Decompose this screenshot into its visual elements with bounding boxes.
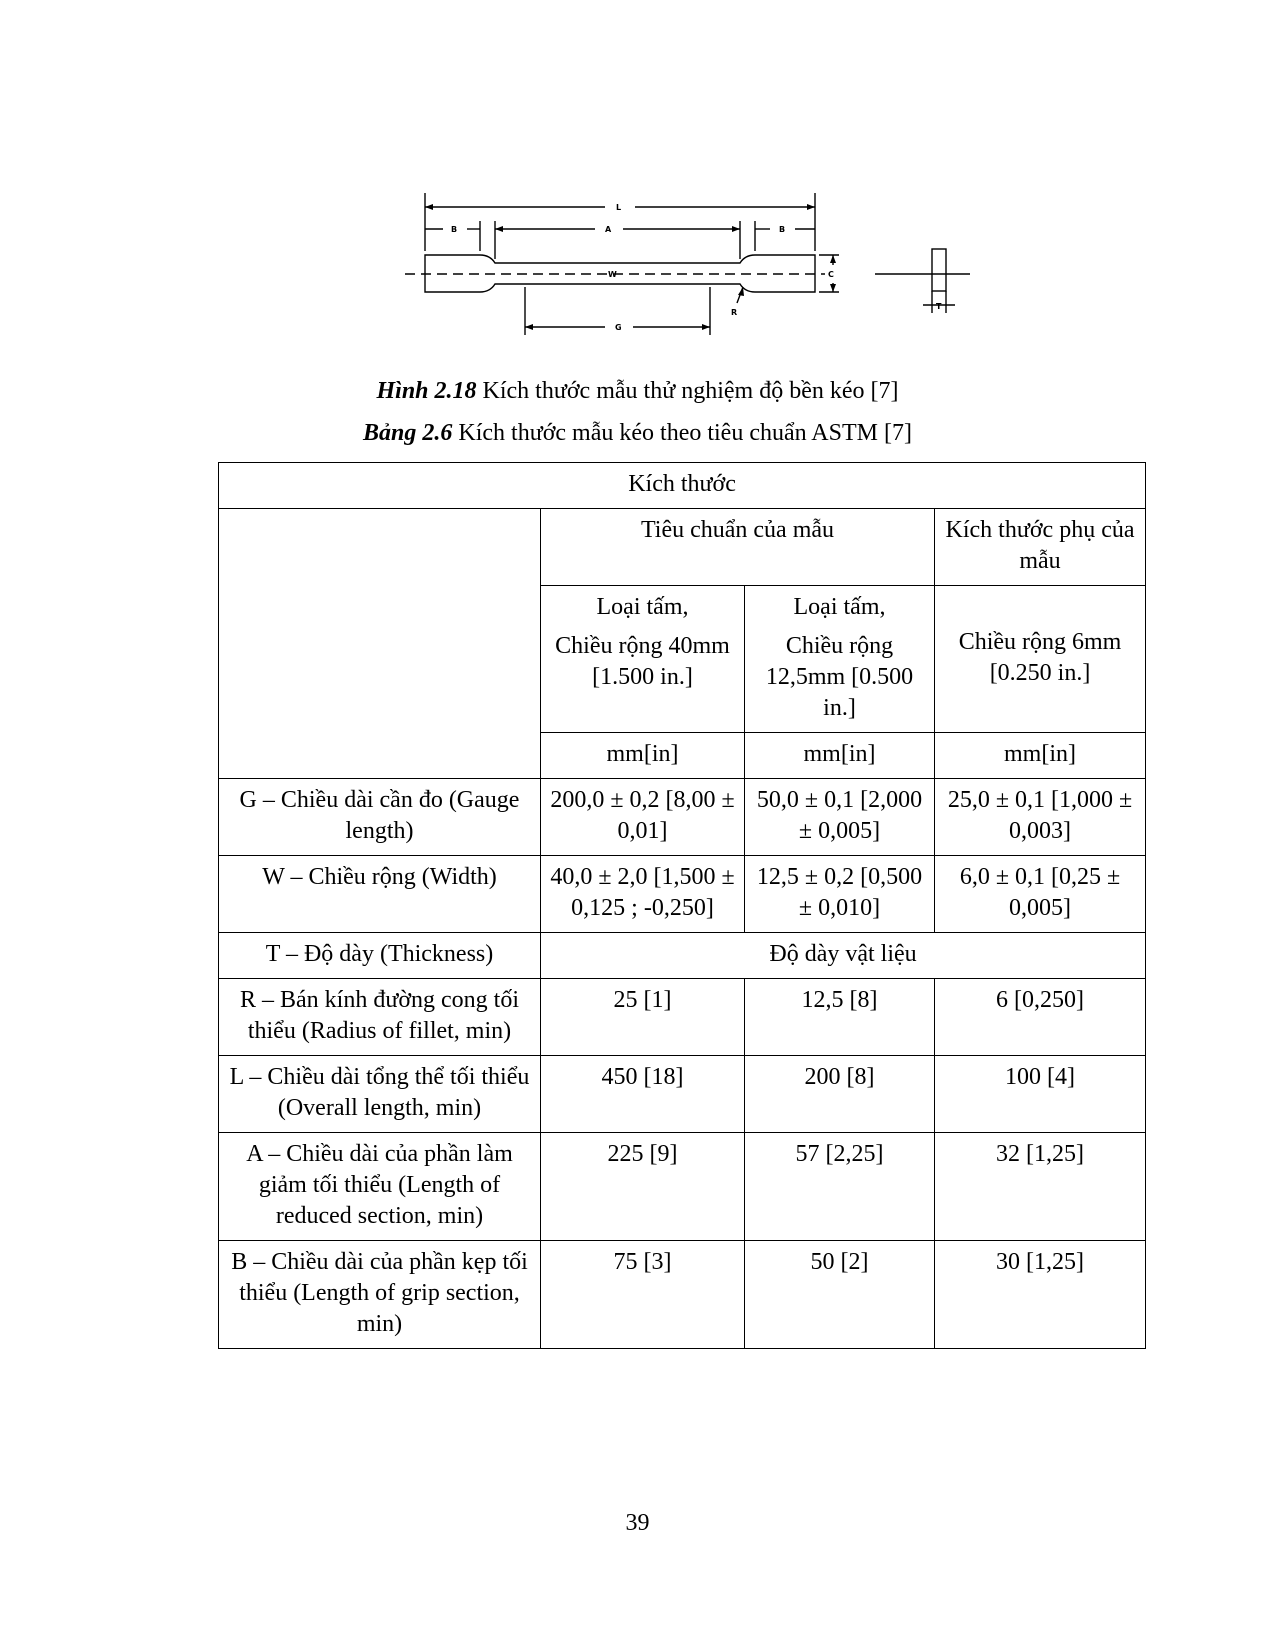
label-W: W — [608, 270, 617, 279]
table-row — [219, 1056, 1146, 1133]
figure-caption-label: Hình 2.18 — [376, 378, 477, 404]
row-label: R – Bán kính đường cong tối thiểu (Radius of fillet, min) — [219, 979, 541, 1056]
row-value: 25,0 ± 0,1 [1,000 ± 0,003] — [935, 779, 1146, 856]
row-value: 75 [3] — [541, 1241, 745, 1349]
row-value: 200,0 ± 0,2 [8,00 ± 0,01] — [541, 779, 745, 856]
label-R: R — [731, 308, 738, 317]
row-value: 200 [8] — [745, 1056, 935, 1133]
table-row — [219, 933, 1146, 979]
header-col1-line2: Chiều rộng 40mm [1.500 in.] — [555, 633, 730, 690]
row-value: 100 [4] — [935, 1056, 1146, 1133]
table-row — [219, 979, 1146, 1056]
row-label: G – Chiều dài cần đo (Gauge length) — [219, 779, 541, 856]
table-caption-label: Bảng 2.6 — [363, 420, 453, 446]
header-col2-line2: Chiều rộng 12,5mm [0.500 in.] — [765, 633, 914, 721]
row-value: 12,5 [8] — [745, 979, 935, 1056]
astm-dimensions-table — [218, 462, 1146, 1349]
header-col2 — [745, 586, 935, 733]
row-value: 40,0 ± 2,0 [1,500 ± 0,125 ; -0,250] — [541, 856, 745, 933]
figure-caption-text: Kích thước mẫu thử nghiệm độ bền kéo [7] — [476, 378, 899, 404]
table-row — [219, 779, 1146, 856]
header-subsize: Kích thước phụ của mẫu — [935, 509, 1146, 586]
row-value: 57 [2,25] — [745, 1133, 935, 1241]
row-label: L – Chiều dài tổng thể tối thiểu (Overall length, min) — [219, 1056, 541, 1133]
row-value: 6 [0,250] — [935, 979, 1146, 1056]
row-value: 30 [1,25] — [935, 1241, 1146, 1349]
unit-cell: mm[in] — [541, 733, 745, 779]
table-row — [219, 1133, 1146, 1241]
tensile-specimen-figure — [395, 185, 985, 355]
row-value: 450 [18] — [541, 1056, 745, 1133]
row-merged-value: Độ dày vật liệu — [541, 933, 1146, 979]
row-label: W – Chiều rộng (Width) — [219, 856, 541, 933]
row-value: 25 [1] — [541, 979, 745, 1056]
label-A: A — [605, 225, 612, 234]
header-col3-line2: Chiều rộng 6mm [0.250 in.] — [958, 629, 1122, 686]
row-value: 12,5 ± 0,2 [0,500 ± 0,010] — [745, 856, 935, 933]
table-header-row — [219, 509, 1146, 586]
label-G: G — [615, 323, 622, 332]
page-number: 39 — [625, 1510, 650, 1536]
table-row — [219, 856, 1146, 933]
row-value: 225 [9] — [541, 1133, 745, 1241]
figure-caption — [0, 378, 1275, 405]
header-col2-line1: Loại tấm, — [793, 594, 886, 620]
label-B-left: B — [451, 225, 458, 234]
row-value: 6,0 ± 0,1 [0,25 ± 0,005] — [935, 856, 1146, 933]
unit-cell: mm[in] — [935, 733, 1146, 779]
header-dimensions: Kích thước — [219, 463, 1146, 509]
row-value: 50,0 ± 0,1 [2,000 ± 0,005] — [745, 779, 935, 856]
unit-cell: mm[in] — [745, 733, 935, 779]
row-label: A – Chiều dài của phần làm giảm tối thiểu (Length of reduced section, min) — [219, 1133, 541, 1241]
table-caption-text: Kích thước mẫu kéo theo tiêu chuẩn ASTM [7] — [452, 420, 912, 446]
row-label: T – Độ dày (Thickness) — [219, 933, 541, 979]
header-col3 — [935, 586, 1146, 733]
row-value: 32 [1,25] — [935, 1133, 1146, 1241]
label-C: C — [828, 270, 834, 279]
label-B-right: B — [779, 225, 786, 234]
table-caption — [0, 420, 1275, 447]
label-L: L — [616, 203, 622, 212]
header-col1-line1: Loại tấm, — [596, 594, 689, 620]
table-row — [219, 1241, 1146, 1349]
header-standard: Tiêu chuẩn của mẫu — [541, 509, 935, 586]
header-col1 — [541, 586, 745, 733]
label-T: T — [936, 302, 942, 311]
table-header-row — [219, 463, 1146, 509]
row-value: 50 [2] — [745, 1241, 935, 1349]
header-empty-cell — [219, 509, 541, 779]
row-label: B – Chiều dài của phần kẹp tối thiểu (Length of grip section, min) — [219, 1241, 541, 1349]
